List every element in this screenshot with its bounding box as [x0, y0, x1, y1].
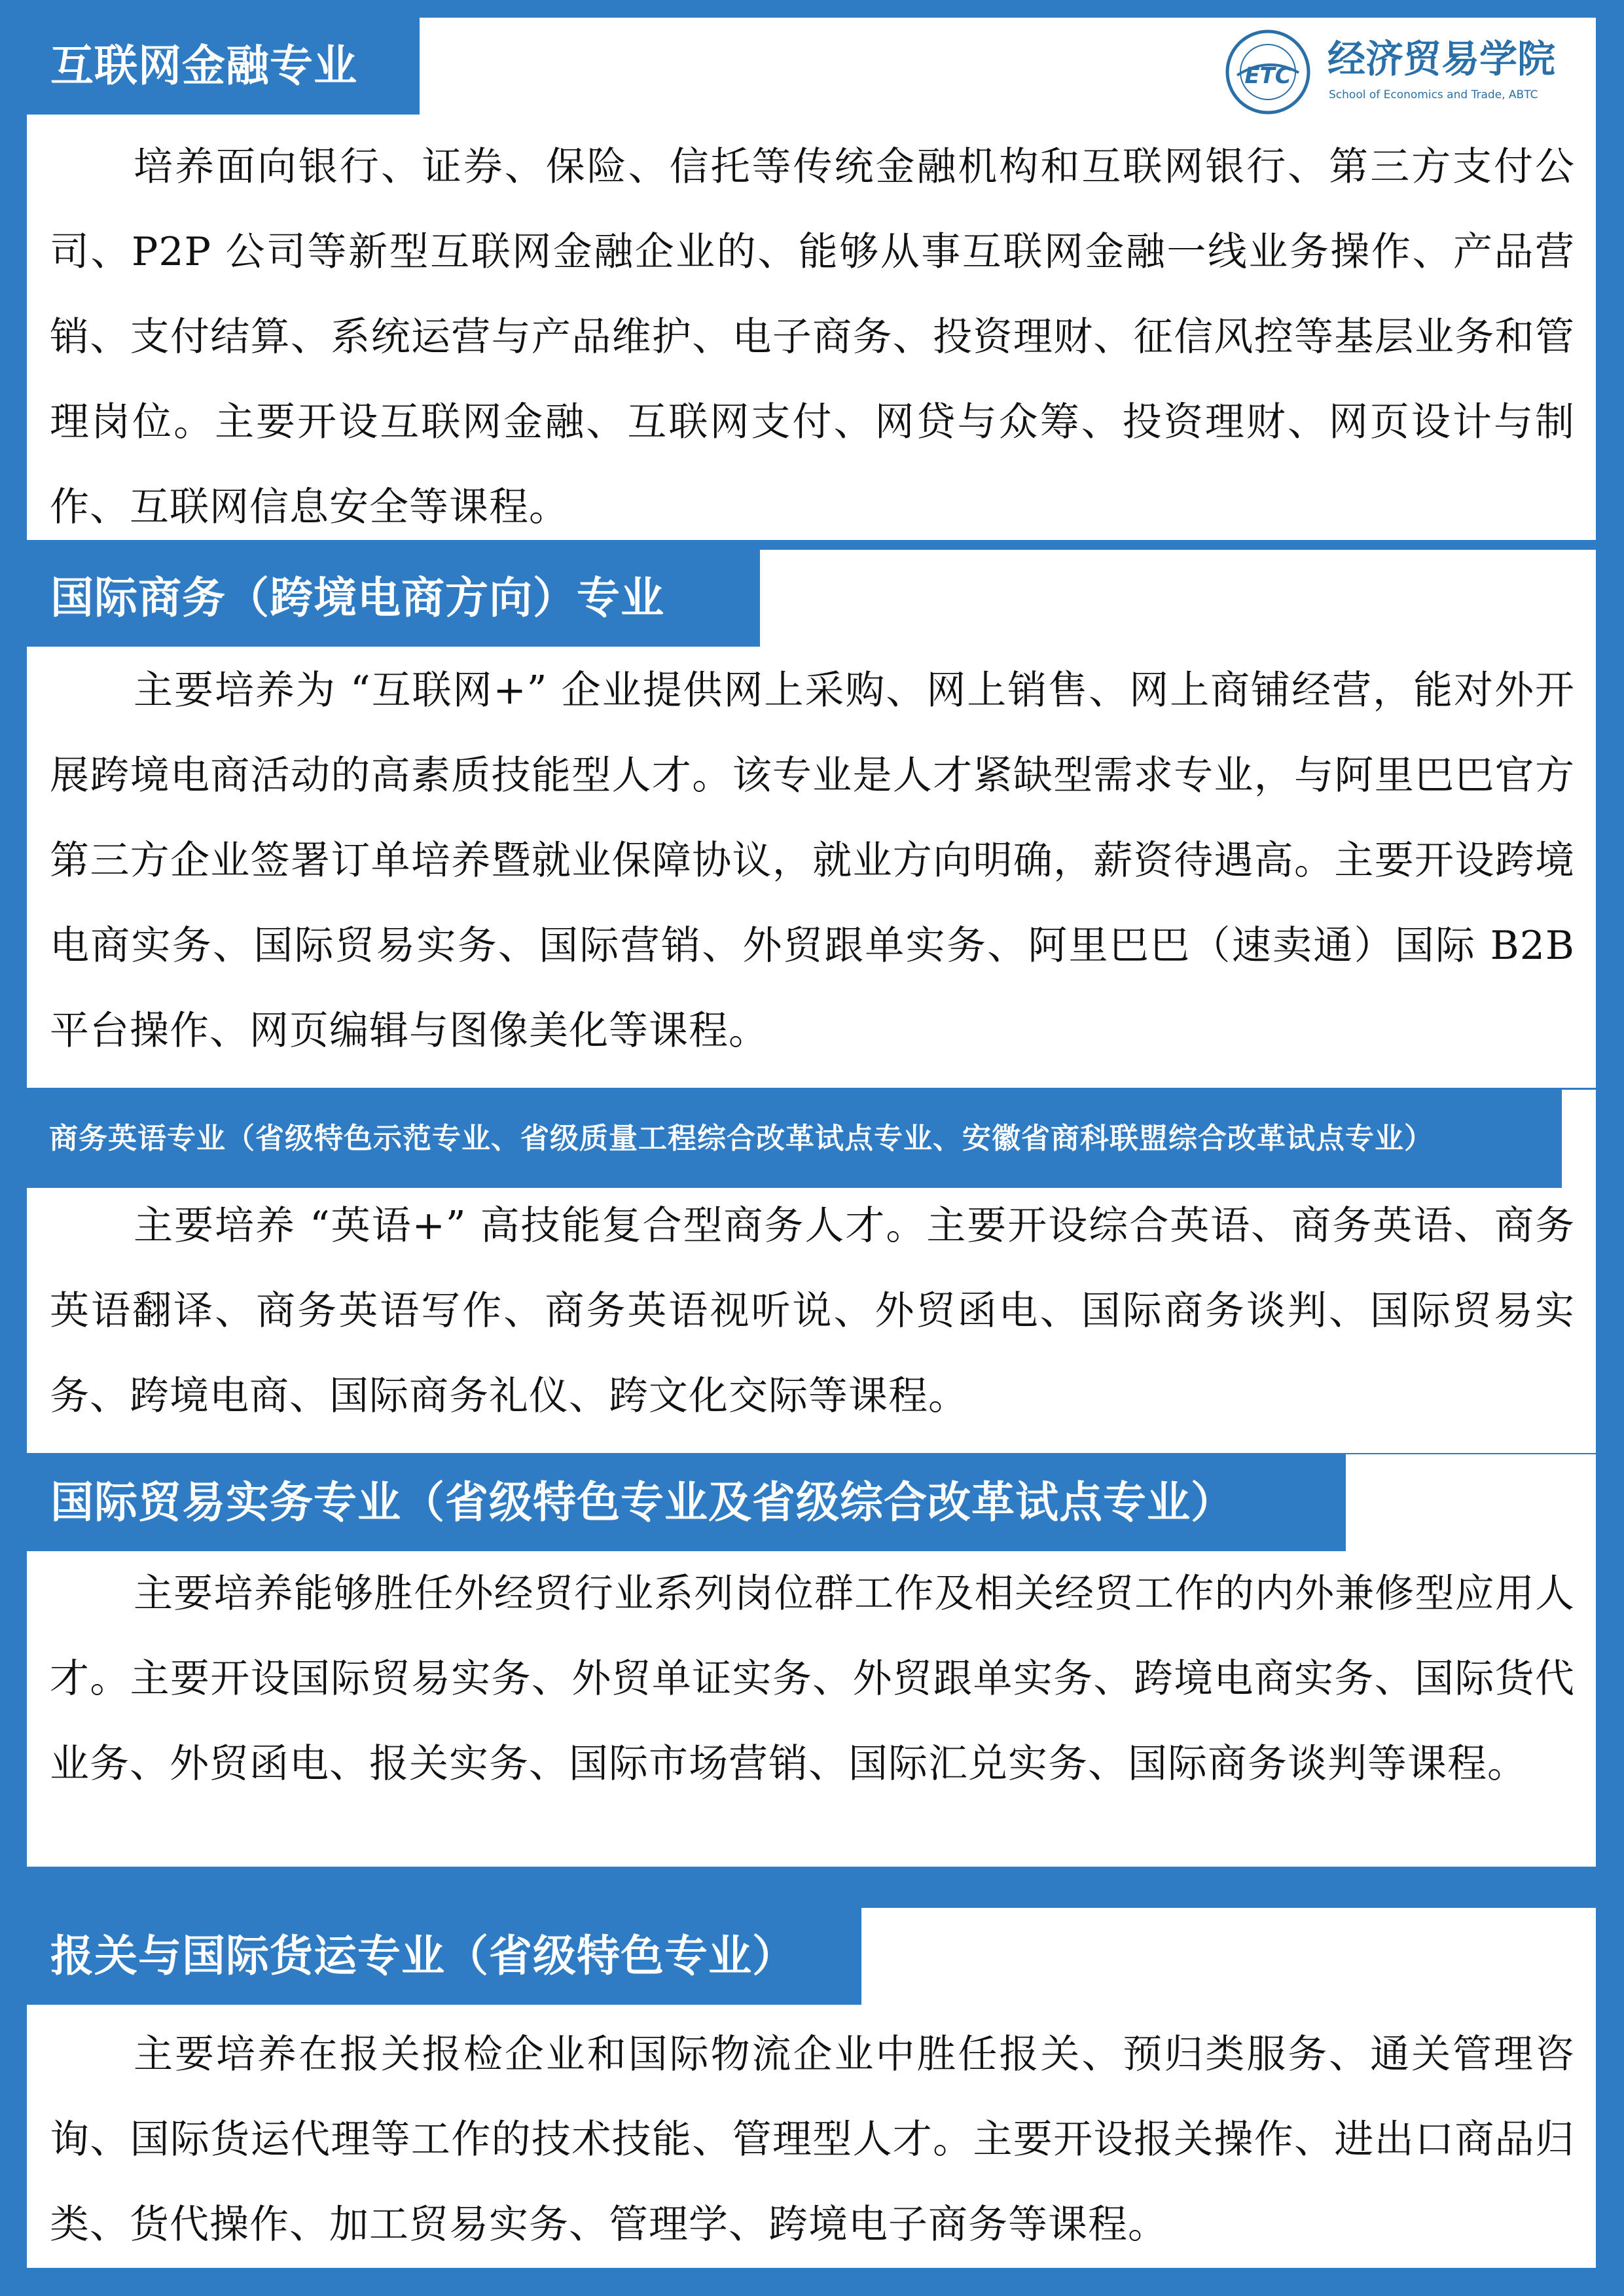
section-heading-internet-finance: 互联网金融专业 [27, 18, 420, 115]
section-body-international-trade: 主要培养能够胜任外经贸行业系列岗位群工作及相关经贸工作的内外兼修型应用人才。主要开设国际贸易实务、外贸单证实务、外贸跟单实务、跨境电商实务、国际货代业务、外贸函电、报关实务、国际市场营销、国际汇兑实务、国际商务谈判等课程。 [50, 1571, 1575, 1787]
section-body-international-business: 主要培养为 “互联网+” 企业提供网上采购、网上销售、网上商铺经营，能对外开展跨境电商活动的高素质技能型人才。该专业是人才紧缺型需求专业，与阿里巴巴官方第三方企业签署订单培养暨就业保障协议，就业方向明确，薪资待遇高。主要开设跨境电商实务、国际贸易实务、国际营销、外贸跟单实务、阿里巴巴（速卖通）国际 B2B 平台操作、网页编辑与图像美化等课程。 [50, 668, 1575, 1054]
section-body-business-english: 主要培养 “英语+” 高技能复合型商务人才。主要开设综合英语、商务英语、商务英语翻译、商务英语写作、商务英语视听说、外贸函电、国际商务谈判、国际贸易实务、跨境电商、国际商务礼仪、跨文化交际等课程。 [50, 1203, 1575, 1419]
section-heading-international-business: 国际商务（跨境电商方向）专业 [27, 550, 760, 647]
section-heading-international-trade: 国际贸易实务专业（省级特色专业及省级综合改革试点专业） [27, 1454, 1346, 1551]
section-heading-customs-freight: 报关与国际货运专业（省级特色专业） [27, 1908, 861, 2005]
school-logo [1210, 18, 1596, 126]
section-body-customs-freight: 主要培养在报关报检企业和国际物流企业中胜任报关、预归类服务、通关管理咨询、国际货运代理等工作的技术技能、管理型人才。主要开设报关操作、进出口商品归类、货代操作、加工贸易实务、管理学、跨境电子商务等课程。 [50, 2032, 1575, 2248]
logo-subtitle: School of Economics and Trade, ABTC [1329, 88, 1538, 101]
school-emblem-icon [1225, 29, 1310, 115]
section-body-internet-finance: 培养面向银行、证券、保险、信托等传统金融机构和互联网银行、第三方支付公司、P2P 公司等新型互联网金融企业的、能够从事互联网金融一线业务操作、产品营销、支付结算、系统运营与产品维护、电子商务、投资理财、征信风控等基层业务和管理岗位。主要开设互联网金融、互联网支付、网贷与众筹、投资理财、网页设计与制作、互联网信息安全等课程。 [50, 144, 1575, 530]
emblem-text: ETC [1244, 63, 1291, 89]
logo-title: 经济贸易学院 [1327, 37, 1556, 81]
section-heading-business-english: 商务英语专业（省级特色示范专业、省级质量工程综合改革试点专业、安徽省商科联盟综合改革试点专业） [27, 1090, 1562, 1188]
